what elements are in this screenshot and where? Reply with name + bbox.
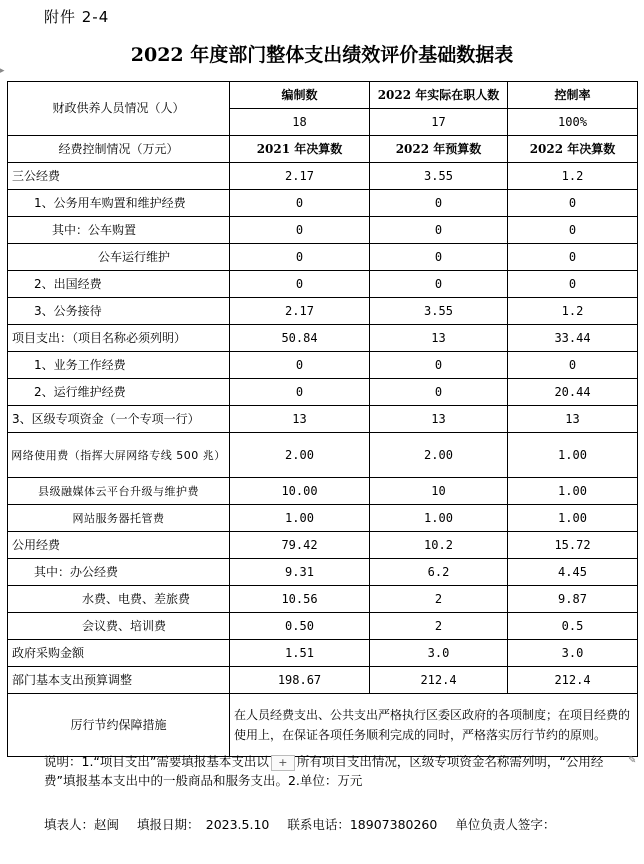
pen-icon: ✎	[628, 755, 637, 766]
staff-header-1: 编制数	[230, 82, 370, 109]
cell-2022-final: 0	[508, 271, 638, 298]
cell-2022-final: 212.4	[508, 667, 638, 694]
cell-2022-final: 20.44	[508, 379, 638, 406]
row-label: 会议费、培训费	[8, 613, 230, 640]
cell-2022-final: 33.44	[508, 325, 638, 352]
row-label: 三公经费	[8, 163, 230, 190]
plus-icon[interactable]: +	[271, 755, 295, 771]
cell-2021: 2.00	[230, 433, 370, 478]
cell-2022-budget: 3.0	[370, 640, 508, 667]
budget-header-1: 2021 年决算数	[230, 136, 370, 163]
cell-2022-budget: 2	[370, 586, 508, 613]
cell-2022-final: 0	[508, 217, 638, 244]
table-row	[8, 325, 638, 352]
cell-2021: 0	[230, 244, 370, 271]
budget-header-3: 2022 年决算数	[508, 136, 638, 163]
table-row	[8, 586, 638, 613]
cell-2022-final: 1.00	[508, 433, 638, 478]
staff-header-row	[8, 82, 638, 109]
cell-2022-final: 1.00	[508, 505, 638, 532]
table-row	[8, 379, 638, 406]
row-label: 3、区级专项资金（一个专项一行）	[8, 406, 230, 433]
budget-header-row	[8, 136, 638, 163]
staff-value-2: 17	[370, 109, 508, 136]
row-label: 网站服务器托管费	[8, 505, 230, 532]
cell-2022-final: 15.72	[508, 532, 638, 559]
table-row	[8, 271, 638, 298]
margin-marker: ▸	[0, 66, 5, 76]
staff-label: 财政供养人员情况（人）	[8, 82, 230, 136]
cell-2021: 0	[230, 352, 370, 379]
table-row	[8, 640, 638, 667]
cell-2022-budget: 13	[370, 325, 508, 352]
saving-measures-row	[8, 694, 638, 757]
cell-2022-budget: 3.55	[370, 298, 508, 325]
budget-label: 经费控制情况（万元）	[8, 136, 230, 163]
cell-2021: 9.31	[230, 559, 370, 586]
cell-2021: 198.67	[230, 667, 370, 694]
row-label: 部门基本支出预算调整	[8, 667, 230, 694]
cell-2021: 2.17	[230, 298, 370, 325]
cell-2021: 0	[230, 217, 370, 244]
table-row	[8, 613, 638, 640]
staff-header-3: 控制率	[508, 82, 638, 109]
signature-field: 单位负责人签字：	[455, 817, 556, 832]
cell-2021: 50.84	[230, 325, 370, 352]
cell-2022-final: 3.0	[508, 640, 638, 667]
data-table	[7, 81, 638, 757]
cell-2021: 0	[230, 379, 370, 406]
cell-2021: 79.42	[230, 532, 370, 559]
row-label: 公用经费	[8, 532, 230, 559]
cell-2022-budget: 2	[370, 613, 508, 640]
staff-value-1: 18	[230, 109, 370, 136]
table-row	[8, 190, 638, 217]
cell-2021: 10.56	[230, 586, 370, 613]
budget-header-2: 2022 年预算数	[370, 136, 508, 163]
cell-2022-final: 1.00	[508, 478, 638, 505]
staff-header-2: 2022 年实际在职人数	[370, 82, 508, 109]
row-label: 县级融媒体云平台升级与维护费	[8, 478, 230, 505]
cell-2022-budget: 6.2	[370, 559, 508, 586]
cell-2022-final: 4.45	[508, 559, 638, 586]
cell-2022-budget: 212.4	[370, 667, 508, 694]
cell-2022-final: 0	[508, 352, 638, 379]
cell-2022-budget: 13	[370, 406, 508, 433]
cell-2022-final: 0	[508, 244, 638, 271]
saving-text: 在人员经费支出、公共支出严格执行区委区政府的各项制度；在项目经费的使用上，在保证各项任务顺利完成的同时，严格落实厉行节约的原则。	[230, 694, 638, 757]
table-row	[8, 298, 638, 325]
row-label: 其中：公车购置	[8, 217, 230, 244]
cell-2022-budget: 0	[370, 244, 508, 271]
cell-2022-budget: 10.2	[370, 532, 508, 559]
cell-2022-final: 0.5	[508, 613, 638, 640]
cell-2021: 0	[230, 190, 370, 217]
note-part-1: 说明：1.“项目支出”需要填报基本支出以	[44, 754, 269, 769]
page-title: 2022 年度部门整体支出绩效评价基础数据表	[130, 44, 514, 66]
row-label: 3、公务接待	[8, 298, 230, 325]
cell-2021: 0.50	[230, 613, 370, 640]
table-row	[8, 244, 638, 271]
cell-2022-final: 0	[508, 190, 638, 217]
row-label: 水费、电费、差旅费	[8, 586, 230, 613]
cell-2022-budget: 0	[370, 217, 508, 244]
row-label: 1、业务工作经费	[8, 352, 230, 379]
date-field: 填报日期： 2023.5.10	[137, 817, 270, 832]
table-row	[8, 532, 638, 559]
table-row	[8, 352, 638, 379]
phone-field: 联系电话：18907380260	[287, 817, 438, 832]
cell-2022-budget: 1.00	[370, 505, 508, 532]
table-row	[8, 406, 638, 433]
footer-line	[44, 815, 569, 833]
row-label: 公车运行维护	[8, 244, 230, 271]
table-row	[8, 559, 638, 586]
filler-field: 填表人：赵闽	[44, 817, 120, 832]
row-label: 1、公务用车购置和维护经费	[8, 190, 230, 217]
cell-2022-final: 9.87	[508, 586, 638, 613]
table-row	[8, 217, 638, 244]
row-label: 项目支出：（项目名称必须列明）	[8, 325, 230, 352]
note-part-2: 所有项目支出情况，区级专项资金名称需列明，“公用经费”填报基本支出中的一般商品和服务支出。2.单位：万元	[44, 754, 604, 788]
row-label: 2、出国经费	[8, 271, 230, 298]
table-row	[8, 163, 638, 190]
staff-value-3: 100%	[508, 109, 638, 136]
cell-2022-budget: 3.55	[370, 163, 508, 190]
cell-2021: 0	[230, 271, 370, 298]
cell-2022-budget: 2.00	[370, 433, 508, 478]
cell-2022-budget: 0	[370, 271, 508, 298]
cell-2021: 1.00	[230, 505, 370, 532]
cell-2022-final: 1.2	[508, 298, 638, 325]
attachment-label: 附件 2-4	[44, 8, 110, 26]
row-label: 2、运行维护经费	[8, 379, 230, 406]
table-row	[8, 505, 638, 532]
explanation-note	[44, 752, 614, 790]
table-row	[8, 478, 638, 505]
row-label: 网络使用费（指挥大屏网络专线 500 兆）	[8, 433, 230, 478]
cell-2021: 1.51	[230, 640, 370, 667]
row-label: 其中：办公经费	[8, 559, 230, 586]
table-row	[8, 433, 638, 478]
cell-2021: 13	[230, 406, 370, 433]
cell-2021: 10.00	[230, 478, 370, 505]
row-label: 政府采购金额	[8, 640, 230, 667]
cell-2022-budget: 0	[370, 352, 508, 379]
cell-2022-budget: 0	[370, 190, 508, 217]
cell-2022-budget: 10	[370, 478, 508, 505]
cell-2022-budget: 0	[370, 379, 508, 406]
table-row	[8, 667, 638, 694]
cell-2022-final: 1.2	[508, 163, 638, 190]
cell-2021: 2.17	[230, 163, 370, 190]
cell-2022-final: 13	[508, 406, 638, 433]
saving-label: 厉行节约保障措施	[8, 694, 230, 757]
